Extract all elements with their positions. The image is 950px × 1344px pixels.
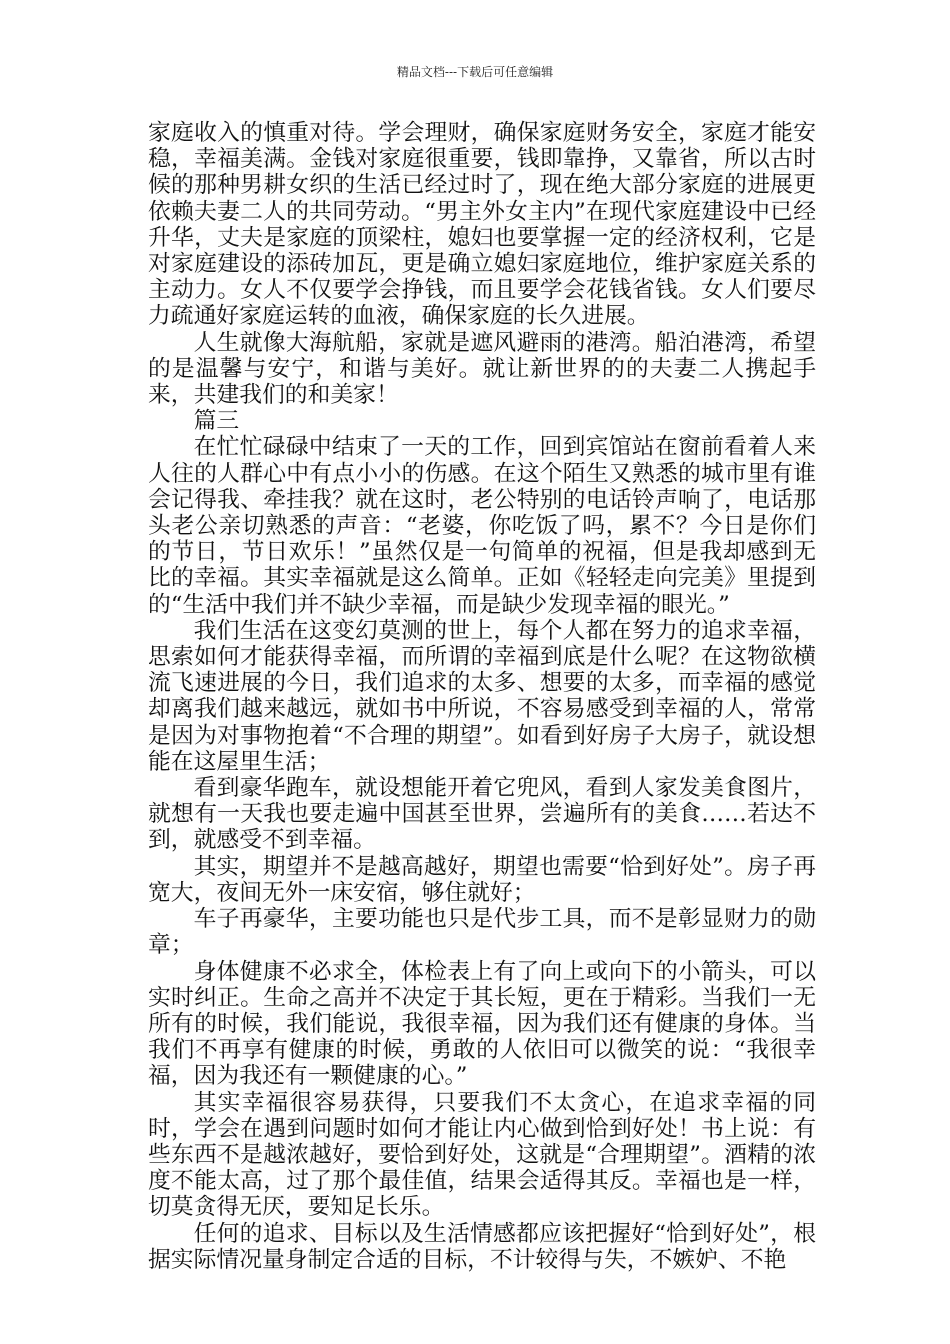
paragraph-8: 身体健康不必求全，体检表上有了向上或向下的小箭头，可以实时纠正。生命之高并不决定于其长短，更在于精彩。当我们一无所有的时候，我们能说，我很幸福，因为我们还有健康的身体。当我们不再享有健康的时候，勇敢的人依旧可以微笑的说：“我很幸福，因为我还有一颗健康的心。” (148, 958, 816, 1090)
section-heading: 篇三 (193, 408, 240, 435)
paragraph-4: 我们生活在这变幻莫测的世上，每个人都在努力的追求幸福，思索如何才能获得幸福，而所谓的幸福到底是什么呢？在这物欲横流飞速进展的今日，我们追求的太多、想要的太多，而幸福的感觉却离我们越来越远，就如书中所说，不容易感受到幸福的人，常常是因为对事物抱着“不合理的期望”。如看到好房子大房子，就设想能在这屋里生活； (148, 617, 816, 775)
paragraph-7: 车子再豪华，主要功能也只是代步工具，而不是彰显财力的勋章； (148, 906, 816, 959)
paragraph-3: 在忙忙碌碌中结束了一天的工作，回到宾馆站在窗前看着人来人往的人群心中有点小小的伤感。在这个陌生又熟悉的城市里有谁会记得我、牵挂我？就在这时，老公特别的电话铃声响了，电话那头老公亲切熟悉的声音：“老婆，你吃饭了吗，累不？今日是你们的节日，节日欢乐！”虽然仅是一句简单的祝福，但是我却感到无比的幸福。其实幸福就是这么简单。正如《轻轻走向完美》里提到的“生活中我们并不缺少幸福，而是缺少发现幸福的眼光。” (148, 434, 816, 618)
paragraph-5: 看到豪华跑车，就设想能开着它兜风，看到人家发美食图片，就想有一天我也要走遍中国甚至世界，尝遍所有的美食……若达不到，就感受不到幸福。 (148, 775, 816, 854)
paragraph-10: 任何的追求、目标以及生活情感都应该把握好“恰到好处”，根据实际情况量身制定合适的目标，不计较得与失，不嫉妒、不艳 (148, 1220, 816, 1273)
paragraph-6: 其实，期望并不是越高越好，期望也需要“恰到好处”。房子再宽大，夜间无外一床安宿，够住就好； (148, 853, 816, 906)
paragraph-2: 人生就像大海航船，家就是遮风避雨的港湾。船泊港湾，希望的是温馨与安宁，和谐与美好。就让新世界的的夫妻二人携起手来，共建我们的和美家！ (148, 329, 816, 409)
page-header: 精品文档---下载后可任意编辑 (396, 65, 554, 79)
document-body (148, 120, 816, 1273)
paragraph-1: 家庭收入的慎重对待。学会理财，确保家庭财务安全，家庭才能安稳，幸福美满。金钱对家庭很重要，钱即靠挣，又靠省，所以古时候的那种男耕女织的生活已经过时了，现在绝大部分家庭的进展更依赖夫妻二人的共同劳动。“男主外女主内”在现代家庭建设中已经升华，丈夫是家庭的顶梁柱，媳妇也要掌握一定的经济权利，它是对家庭建设的添砖加瓦，更是确立媳妇家庭地位，维护家庭关系的主动力。女人不仅要学会挣钱，而且要学会花钱省钱。女人们要尽力疏通好家庭运转的血液，确保家庭的长久进展。 (148, 120, 816, 330)
paragraph-9: 其实幸福很容易获得，只要我们不太贪心，在追求幸福的同时，学会在遇到问题时如何才能让内心做到恰到好处！书上说：有些东西不是越浓越好，要恰到好处，这就是“合理期望”。酒精的浓度不能太高，过了那个最佳值，结果会适得其反。幸福也是一样，切莫贪得无厌，要知足长乐。 (148, 1089, 816, 1221)
